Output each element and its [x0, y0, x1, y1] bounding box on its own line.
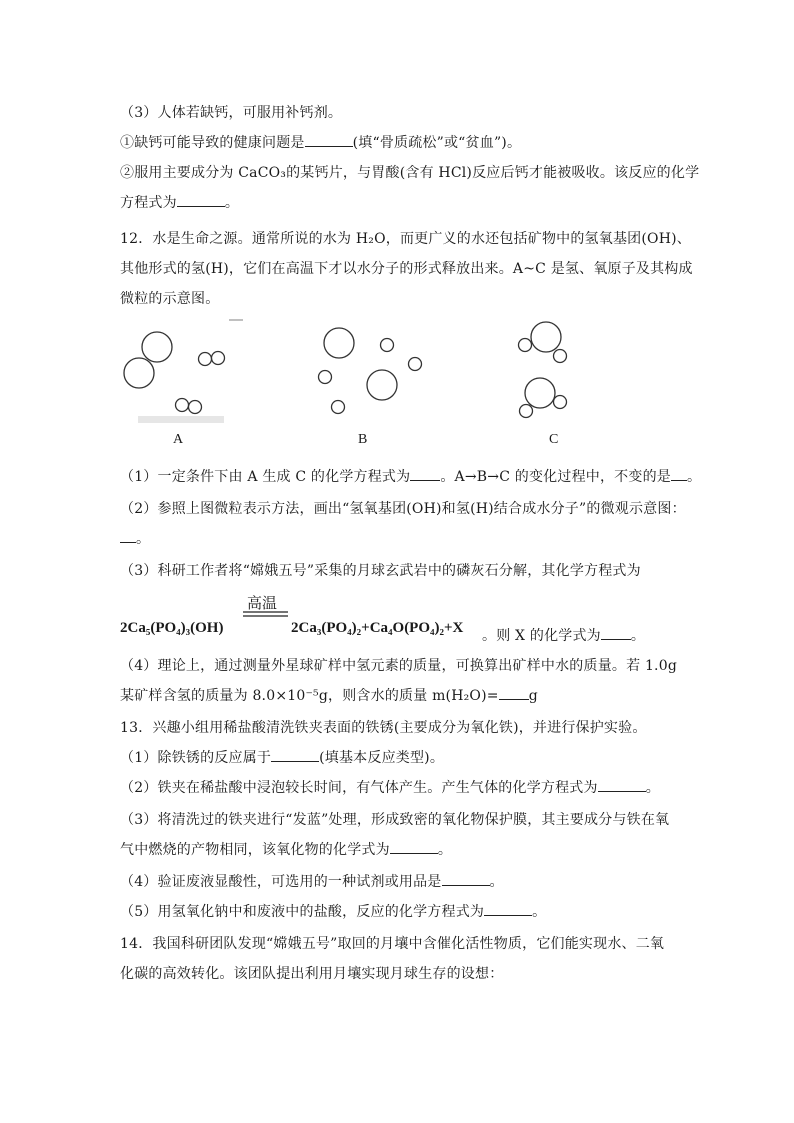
q12-intro-line3: 微粒的示意图。 [120, 291, 220, 307]
q12-p1-text-c: 。 [686, 469, 702, 485]
hydrogen-atom-b4 [332, 401, 345, 414]
answer-blank[interactable] [484, 902, 532, 916]
hydrogen-atom-b3 [319, 371, 332, 384]
q12-intro-line1: 12．水是生命之源。通常所说的水为 H₂O，而更广义的水还包括矿物中的氢氧基团(OH)、 [120, 231, 691, 247]
q12-p4-text-b: g [528, 688, 538, 704]
q12-part3-tail [482, 626, 682, 646]
q12-part4-line1: （4）理论上，通过测量外星球矿样中氢元素的质量，可换算出矿样中水的质量。若 1.0g [120, 658, 677, 674]
equation-condition: 高温 [247, 594, 278, 612]
answer-blank[interactable] [499, 686, 529, 700]
q13-part1 [120, 748, 680, 768]
q12-p3-tail-a: 。则 X 的化学式为 [482, 628, 601, 644]
q11-sub1-text-a: ①缺钙可能导致的健康问题是 [120, 135, 305, 151]
q12-p3-tail-b: 。 [630, 628, 646, 644]
answer-blank[interactable] [671, 467, 687, 481]
answer-blank[interactable] [598, 778, 646, 792]
answer-blank[interactable] [442, 872, 490, 886]
hydrogen-atom-c2 [554, 350, 567, 363]
q12-p4-text-a: 某矿样含氢的质量为 8.0×10⁻⁵g，则含水的质量 m(H₂O)= [120, 688, 499, 704]
q13-part5 [120, 902, 680, 922]
answer-blank[interactable] [410, 467, 440, 481]
oxygen-atom-a2 [124, 358, 154, 388]
hydrogen-atom-c4 [520, 405, 533, 418]
q13-part3-line2 [120, 840, 680, 860]
hydrogen-atom-a2 [212, 352, 225, 365]
diagram-label-c: C [549, 432, 559, 447]
q14-line1: 14．我国科研团队发现“嫦娥五号”取回的月壤中含催化活性物质，它们能实现水、二氧 [120, 936, 665, 952]
q12-p1-text-a: （1）一定条件下由 A 生成 C 的化学方程式为 [120, 469, 411, 485]
equation-products: 2Ca₃(PO₄)₂+Ca₄O(PO₄)₂+X [291, 620, 464, 636]
hydrogen-atom-b1 [381, 339, 394, 352]
q13-p4-text-b: 。 [489, 874, 504, 890]
answer-blank[interactable] [271, 748, 319, 762]
q12-p2-text: 。 [136, 531, 151, 547]
q12-part2-line1: （2）参照上图微粒表示方法，画出“氢氧基团(OH)和氢(H)结合成水分子”的微观示意图： [120, 501, 686, 517]
q13-part3-line1: （3）将清洗过的铁夹进行“发蓝”处理，形成致密的氧化物保护膜，其主要成分与铁在氧 [120, 812, 670, 828]
q12-part1 [120, 467, 702, 487]
q13-p3-text-a: 气中燃烧的产物相同，该氧化物的化学式为 [120, 842, 390, 858]
q13-p5-text-a: （5）用氢氧化钠中和废液中的盐酸，反应的化学方程式为 [120, 904, 485, 920]
q11-sub2-text-b: 。 [224, 195, 240, 211]
diagram-c-particles [519, 322, 567, 418]
oxygen-atom-a1 [142, 332, 172, 362]
q12-intro-line2: 其他形式的氢(H)，它们在高温下才以水分子的形式释放出来。A~C 是氢、氧原子及其构成 [120, 261, 693, 277]
diagram-label-a: A [173, 432, 184, 447]
hydrogen-atom-b2 [409, 358, 422, 371]
hydrogen-atom-c1 [519, 339, 532, 352]
diagram-b-particles [319, 328, 422, 414]
q13-p2-text-b: 。 [645, 780, 660, 796]
diagram-label-b: B [358, 432, 368, 447]
q13-p3-text-b: 。 [437, 842, 453, 858]
answer-blank[interactable] [601, 626, 631, 640]
q11-sub2-line1: ②服用主要成分为 CaCO₃的某钙片，与胃酸(含有 HCl)反应后钙才能被吸收。该反应的化学 [120, 165, 700, 181]
answer-blank[interactable] [120, 529, 136, 543]
q13-intro: 13．兴趣小组用稀盐酸清洗铁夹表面的铁锈(主要成分为氧化铁)，并进行保护实验。 [120, 720, 647, 736]
answer-blank[interactable] [390, 840, 438, 854]
q12-p1-text-b: 。A→B→C 的变化过程中，不变的是 [440, 469, 671, 485]
q12-part4-line2 [120, 686, 680, 706]
q13-p2-text-a: （2）铁夹在稀盐酸中浸泡较长时间，有气体产生。产生气体的化学方程式为 [120, 780, 598, 796]
equation-reactant: 2Ca₅(PO₄)₃(OH) [120, 620, 224, 636]
q13-p4-text-a: （4）验证废液显酸性，可选用的一种试剂或用品是 [120, 874, 442, 890]
q12-part3-line1: （3）科研工作者将“嫦娥五号”采集的月球玄武岩中的磷灰石分解，其化学方程式为 [120, 563, 641, 579]
q14-line2: 化碳的高效转化。该团队提出利用月壤实现月球生存的设想： [120, 966, 504, 982]
q11-sub2-text-a: 方程式为 [120, 195, 177, 211]
q13-p1-text-b: (填基本反应类型)。 [319, 750, 445, 766]
q12-part2-line2 [120, 529, 680, 549]
oxygen-atom-c1 [531, 322, 561, 352]
q13-part4 [120, 872, 680, 892]
q11-part3-text: （3）人体若缺钙，可服用补钙剂。 [120, 105, 343, 121]
q11-sub1-text-b: (填“骨质疏松”或“贫血”)。 [352, 135, 522, 151]
hydrogen-atom-a4 [189, 401, 202, 414]
diagram-a-particles [124, 320, 243, 423]
q13-part2 [120, 778, 680, 798]
hydrogen-atom-c3 [554, 396, 567, 409]
hydrogen-atom-a1 [199, 353, 212, 366]
oxygen-atom-c2 [525, 378, 555, 408]
q13-p5-text-b: 。 [532, 904, 547, 920]
hydrogen-atom-a3 [176, 399, 189, 412]
q13-p1-text-a: （1）除铁锈的反应属于 [120, 750, 272, 766]
oxygen-atom-b1 [324, 328, 354, 358]
oxygen-atom-b2 [367, 370, 397, 400]
